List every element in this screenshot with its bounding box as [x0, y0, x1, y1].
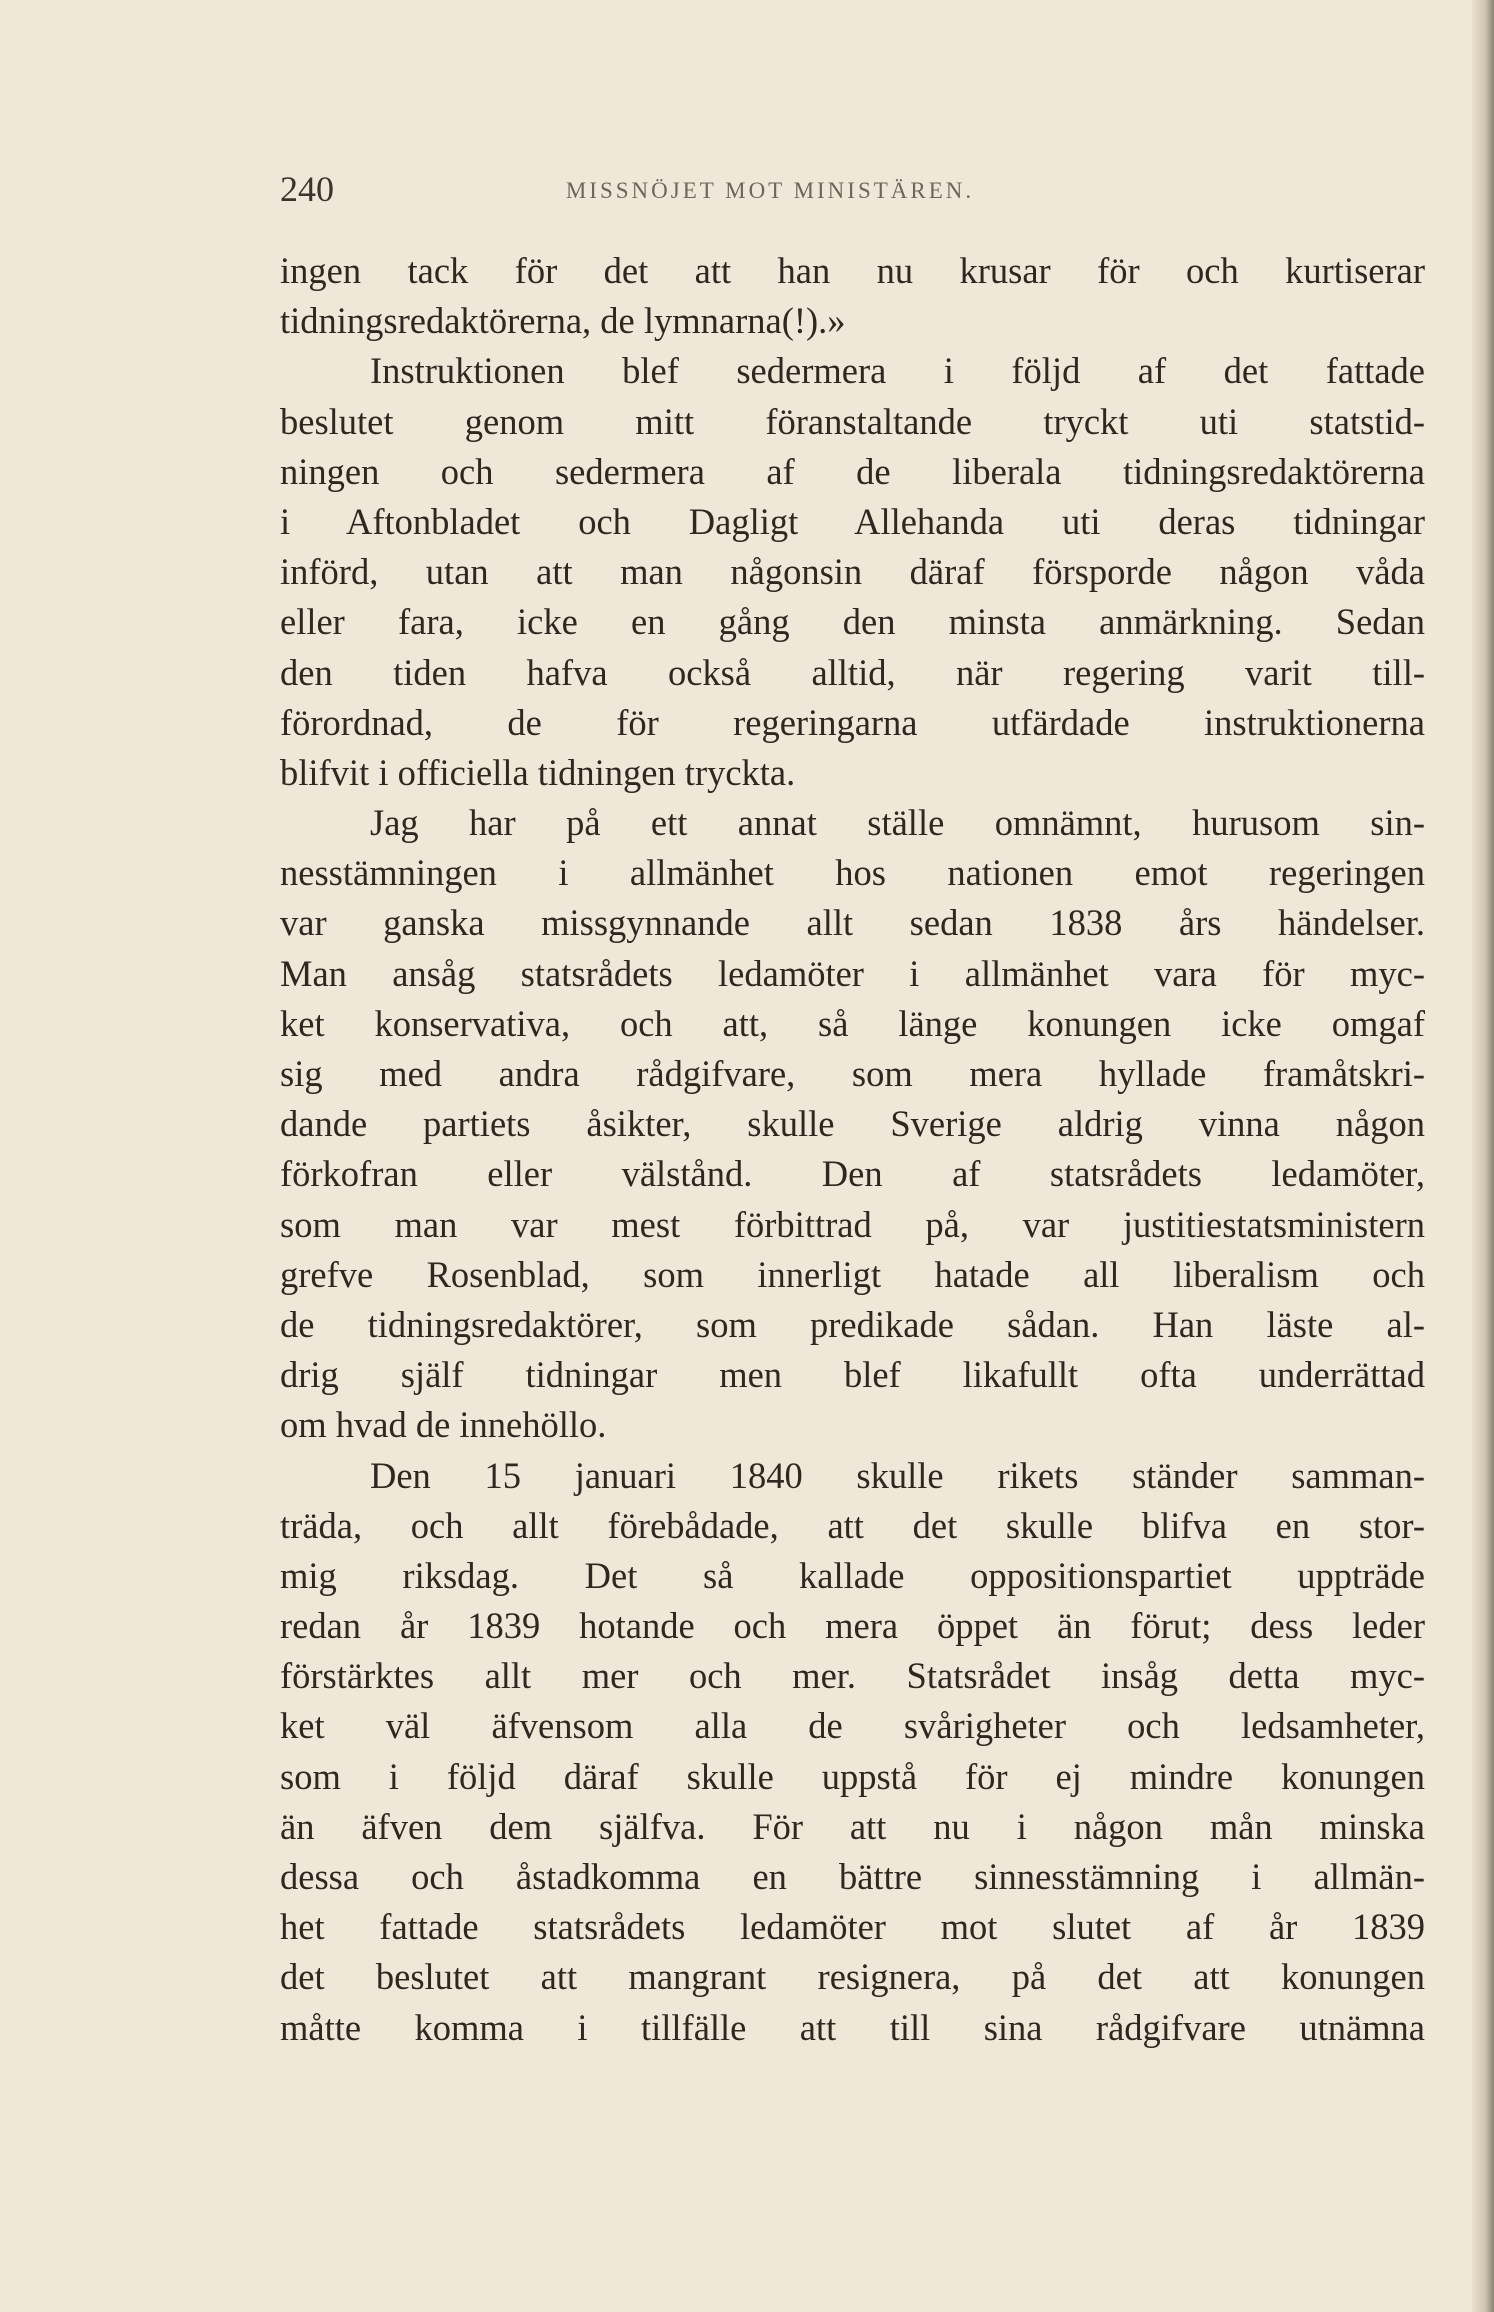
text-line: het fattade statsrådets ledamöter mot slutet af år 1839 — [280, 1906, 1425, 1948]
text-line: grefve Rosenblad, som innerligt hatade all liberalism och — [280, 1253, 1425, 1295]
text-line: som man var mest förbittrad på, var justitiestatsministern — [280, 1203, 1425, 1245]
text-line: nesstämningen i allmänhet hos nationen emot regeringen — [280, 852, 1425, 894]
body-text — [280, 246, 1425, 2053]
text-line: måtte komma i tillfälle att till sina rådgifvare utnämna — [280, 2006, 1425, 2048]
text-line: införd, utan att man någonsin däraf försporde någon våda — [280, 551, 1425, 593]
text-line: drig själf tidningar men blef likafullt ofta underrättad — [280, 1354, 1425, 1396]
text-line: eller fara, icke en gång den minsta anmärkning. Sedan — [280, 601, 1425, 643]
text-line: mig riksdag. Det så kallade oppositionspartiet uppträde — [280, 1554, 1425, 1596]
text-line: förordnad, de för regeringarna utfärdade instruktionerna — [280, 701, 1425, 743]
text-line: Jag har på ett annat ställe omnämnt, hurusom sin- — [370, 802, 1425, 844]
text-line: träda, och allt förebådade, att det skulle blifva en stor- — [280, 1504, 1425, 1546]
text-line: om hvad de innehöllo. — [280, 1404, 607, 1446]
text-line: förkofran eller välstånd. Den af statsrådets ledamöter, — [280, 1153, 1425, 1195]
text-line: det beslutet att mangrant resignera, på det att konungen — [280, 1956, 1425, 1998]
text-line: ingen tack för det att han nu krusar för och kurtiserar — [280, 250, 1425, 291]
page-header — [280, 168, 1140, 218]
text-line: förstärktes allt mer och mer. Statsrådet insåg detta myc- — [280, 1655, 1425, 1697]
running-head: MISSNÖJET MOT MINISTÄREN. — [565, 178, 975, 203]
text-line: tidningsredaktörerna, de lymnarna(!).» — [280, 300, 846, 342]
text-line: redan år 1839 hotande och mera öppet än förut; dess leder — [280, 1605, 1425, 1647]
text-line: var ganska missgynnande allt sedan 1838 års händelser. — [280, 902, 1425, 944]
text-line: som i följd däraf skulle uppstå för ej mindre konungen — [280, 1755, 1425, 1797]
text-line: i Aftonbladet och Dagligt Allehanda uti deras tidningar — [280, 500, 1425, 542]
text-line: blifvit i officiella tidningen tryckta. — [280, 751, 796, 793]
text-line: dessa och åstadkomma en bättre sinnesstämning i allmän- — [280, 1856, 1425, 1897]
text-line: Man ansåg statsrådets ledamöter i allmänhet vara för myc- — [280, 952, 1425, 994]
text-line: dande partiets åsikter, skulle Sverige aldrig vinna någon — [280, 1103, 1425, 1145]
text-line: än äfven dem själfva. För att nu i någon mån minska — [280, 1805, 1425, 1847]
text-line: sig med andra rådgifvare, som mera hyllade framåtskri- — [280, 1053, 1425, 1094]
text-line: beslutet genom mitt föranstaltande tryckt uti statstid- — [280, 400, 1425, 442]
text-line: ket väl äfvensom alla de svårigheter och ledsamheter, — [280, 1705, 1425, 1747]
text-line: ningen och sedermera af de liberala tidningsredaktörerna — [280, 450, 1425, 492]
text-line: Instruktionen blef sedermera i följd af det fattade — [370, 350, 1425, 392]
text-line: ket konservativa, och att, så länge konungen icke omgaf — [280, 1002, 1425, 1044]
page-number: 240 — [280, 169, 334, 209]
text-line: den tiden hafva också alltid, när regering varit till- — [280, 651, 1425, 693]
page-edge — [1472, 0, 1494, 2312]
text-line: Den 15 januari 1840 skulle rikets ständer samman- — [370, 1454, 1425, 1496]
text-line: de tidningsredaktörer, som predikade sådan. Han läste al- — [280, 1303, 1425, 1345]
